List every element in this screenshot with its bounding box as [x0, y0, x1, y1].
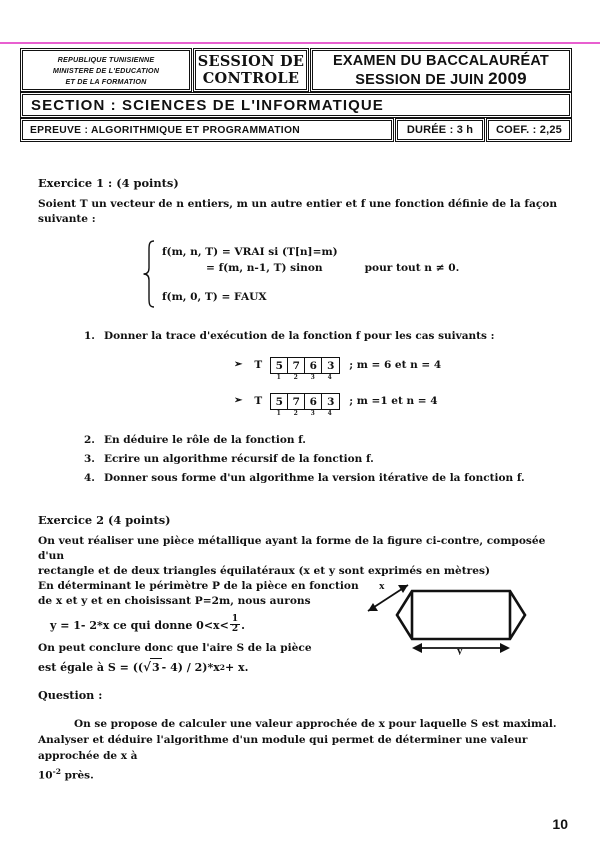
vector-cell: 6: [305, 394, 322, 409]
vector-indices: [270, 410, 340, 417]
formula-s-prefix: est égale à S = ((: [38, 660, 144, 674]
y-arrowhead-left: [412, 643, 422, 653]
precision-base: 10: [38, 769, 53, 782]
vector-cells: [270, 357, 340, 374]
square-root-icon: [143, 658, 162, 676]
vector-cell: 5: [271, 394, 288, 409]
trace-case-1-vector: [270, 357, 340, 381]
exercise-2-title: Exercice 2 (4 points): [38, 513, 171, 527]
question-item-2-number: 2.: [84, 434, 95, 446]
question-section: [38, 688, 566, 784]
question-item-4-text: Donner sous forme d'un algorithme la version itérative de la fonction f.: [104, 472, 525, 484]
coef-box: [488, 120, 570, 140]
ministry-line-1: REPUBLIQUE TUNISIENNE: [57, 54, 155, 64]
vector-cell: 6: [305, 358, 322, 373]
vector-index: 3: [310, 374, 315, 381]
vector-cell: 7: [288, 394, 305, 409]
exercise-2-conclusion: On peut conclure donc que l'aire S de la pièce: [38, 642, 312, 654]
exercise-1-intro: Soient T un vecteur de n entiers, m un autre entier et f une fonction définie de la façon suivante :: [38, 198, 558, 225]
exam-title-line: EXAMEN DU BACCALAURÉAT: [333, 52, 549, 69]
ministry-line-3: ET DE LA FORMATION: [65, 76, 147, 86]
radicand: 3: [150, 658, 162, 676]
question-line-1: On se propose de calculer une valeur approchée de x pour laquelle S est maximal.: [74, 718, 557, 730]
system-equations: [156, 239, 459, 309]
header-row-section: [22, 94, 570, 116]
vector-index: 4: [327, 410, 332, 417]
question-item-1: [84, 327, 566, 345]
trace-case-1: [84, 357, 566, 381]
exercise-2-line-3: En déterminant le périmètre P de la pièce en fonction: [38, 580, 359, 592]
hexagon-piece-figure: [355, 575, 560, 655]
page-number: 10: [552, 816, 568, 832]
question-item-3: [84, 450, 566, 468]
header-row-top: [22, 50, 570, 90]
exam-year: 2009: [488, 68, 527, 88]
y-arrowhead-right: [500, 643, 510, 653]
exercise-2-line-1: On veut réaliser une pièce métallique ayant la forme de la figure ci-contre, composée d'un: [38, 535, 546, 562]
formula-area-s: [38, 658, 566, 676]
question-item-1-number: 1.: [84, 330, 95, 342]
vector-index: 1: [276, 410, 281, 417]
ministry-box: [22, 50, 190, 90]
formula-y-prefix: y = 1- 2*x ce qui donne 0<x<: [50, 619, 229, 632]
vector-index: 2: [293, 374, 298, 381]
formula-s-exponent: 2: [219, 662, 225, 672]
x-arrowhead-right: [398, 585, 408, 593]
section-box: [22, 94, 570, 116]
precision-suffix: près.: [60, 769, 94, 782]
ministry-line-2: MINISTERE DE L'EDUCATION: [52, 65, 160, 75]
system-line-2: [162, 260, 459, 276]
exam-session-text: SESSION DE JUIN: [355, 71, 484, 88]
exam-header: [22, 50, 570, 144]
trace-case-2-params: ; m =1 et n = 4: [349, 395, 438, 407]
arrow-bullet-icon: ➢: [234, 395, 243, 406]
x-arrowhead-left: [368, 603, 378, 611]
vector-cell: 7: [288, 358, 305, 373]
trace-case-2: [84, 393, 566, 417]
exercise-1-question-list: [38, 327, 566, 487]
epreuve-box: [22, 120, 392, 140]
formula-s-suffix: + x.: [225, 660, 249, 674]
question-item-3-text: Ecrire un algorithme récursif de la fonction f.: [104, 453, 374, 465]
list-spacer: [84, 417, 566, 431]
vector-index: 3: [310, 410, 315, 417]
precision-exponent: -2: [52, 767, 61, 776]
epreuve-label: EPREUVE : ALGORITHMIQUE ET PROGRAMMATION: [30, 124, 300, 136]
left-brace-icon: [140, 239, 156, 309]
session-box: [195, 50, 307, 90]
system-line-1-text: f(m, n, T) = VRAI si (T[n]=m): [162, 245, 338, 258]
formula-y-suffix: .: [241, 619, 245, 632]
top-magenta-rule: [0, 42, 600, 44]
system-line-3-text: f(m, 0, T) = FAUX: [162, 290, 267, 303]
exam-title-box: [312, 50, 570, 90]
section-label: SECTION : SCIENCES DE L'INFORMATIQUE: [31, 96, 384, 114]
duree-label: DURÉE : 3 h: [406, 123, 474, 136]
question-item-1-text: Donner la trace d'exécution de la fonction f pour les cas suivants :: [104, 330, 495, 342]
x-label: x: [379, 580, 385, 592]
vector-cell: 5: [271, 358, 288, 373]
vector-index: 4: [327, 374, 332, 381]
vector-cell: 3: [327, 395, 335, 408]
exercise-1-title: Exercice 1 : (4 points): [38, 176, 179, 190]
session-line-2: CONTROLE: [202, 70, 300, 87]
question-item-2-text: En déduire le rôle de la fonction f.: [104, 434, 306, 446]
y-label: y: [457, 645, 463, 655]
duree-box: [397, 120, 483, 140]
header-row-epreuve: [22, 120, 570, 140]
trace-case-2-label: T: [254, 395, 263, 407]
exercise-1-section: [38, 176, 566, 487]
system-line-3: [162, 289, 459, 305]
question-item-4: [84, 469, 566, 487]
formula-s-mid: - 4) / 2)*x: [161, 660, 220, 674]
vector-index: 2: [293, 410, 298, 417]
question-title: Question :: [38, 688, 103, 702]
session-line-1: SESSION DE: [197, 53, 305, 70]
vector-index: 1: [276, 374, 281, 381]
question-item-2: [84, 431, 566, 449]
system-line-1: [162, 244, 459, 260]
exercise-2-line-2: rectangle et de deux triangles équilatéraux (x et y sont exprimés en mètres): [38, 565, 490, 577]
hexagon-outline: [397, 591, 525, 639]
system-line-2-condition: pour tout n ≠ 0.: [364, 261, 460, 274]
vector-cells: [270, 393, 340, 410]
exercise-2-line-4: de x et y et en choisissant P=2m, nous aurons: [38, 595, 311, 607]
trace-case-2-vector: [270, 393, 340, 417]
question-line-3: [38, 764, 566, 784]
exam-session-line: [355, 70, 527, 89]
coef-label: COEF. : 2,25: [496, 123, 562, 136]
fraction-one-half: [230, 615, 240, 634]
arrow-bullet-icon: ➢: [234, 359, 243, 370]
system-spacer: [162, 276, 459, 289]
system-line-2-text: = f(m, n-1, T) sinon: [206, 261, 323, 274]
fraction-numerator: 1: [231, 614, 239, 624]
question-item-4-number: 4.: [84, 472, 95, 484]
radical-symbol: √: [143, 660, 152, 674]
fraction-denominator: 2: [231, 624, 239, 634]
question-item-3-number: 3.: [84, 453, 95, 465]
trace-case-1-label: T: [254, 359, 263, 371]
vector-indices: [270, 374, 340, 381]
vector-cell: 3: [327, 359, 335, 372]
trace-case-1-params: ; m = 6 et n = 4: [349, 359, 442, 371]
function-definition-system: [38, 239, 566, 309]
question-line-2: Analyser et déduire l'algorithme d'un module qui permet de déterminer une valeur approchée de x à: [38, 734, 528, 762]
